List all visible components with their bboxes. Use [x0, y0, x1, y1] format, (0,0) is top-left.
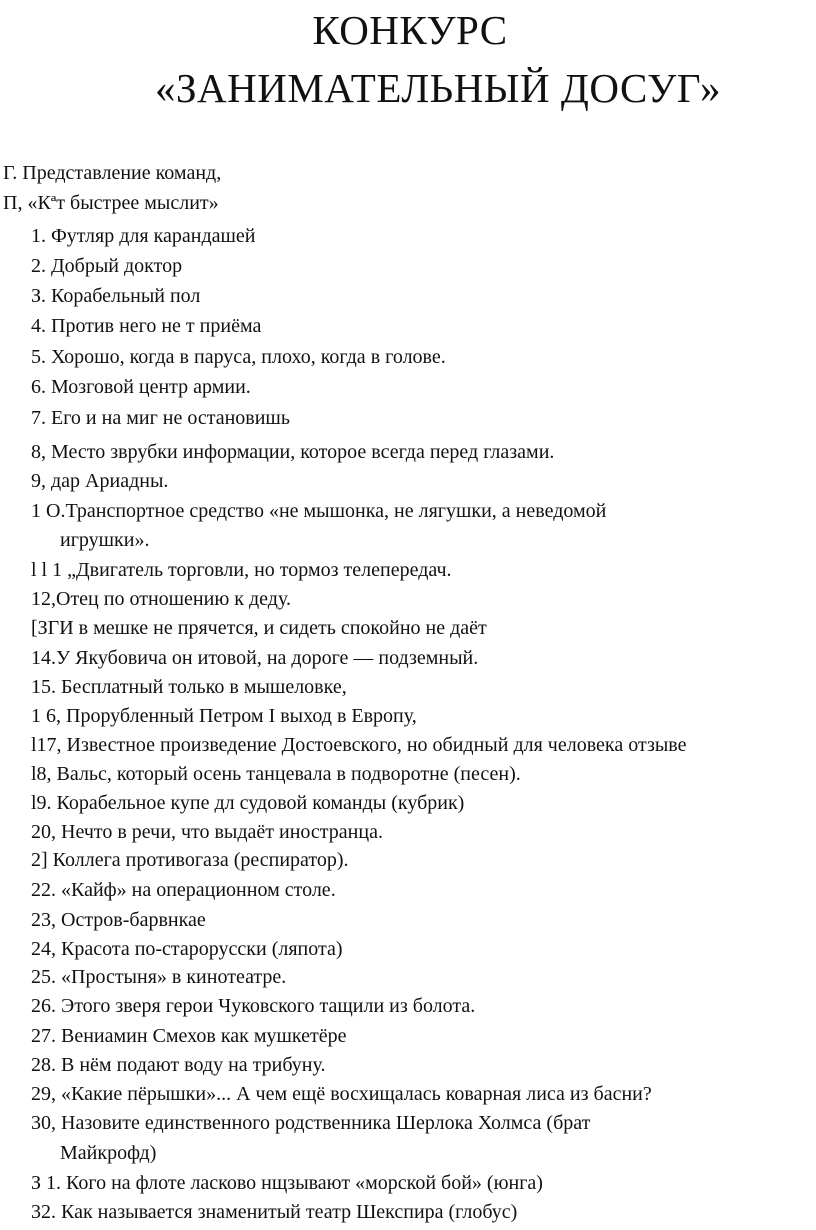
- question-22: 22. «Кайф» на операционном столе.: [31, 879, 336, 901]
- question-31: З 1. Кого на флоте ласково нщзывают «морской бой» (юнга): [31, 1172, 543, 1194]
- question-24: 24, Красота по-старорусски (ляпота): [31, 938, 343, 960]
- question-27: 27. Вениамин Смехов как мушкетёре: [31, 1025, 347, 1047]
- question-10-continued: игрушки».: [60, 529, 150, 551]
- question-21: 2] Коллега противогаза (респиратор).: [31, 849, 349, 871]
- question-2: 2. Добрый доктор: [31, 255, 183, 277]
- question-28: 28. В нём подают воду на трибуну.: [31, 1054, 326, 1076]
- question-13: [ЗГИ в мешке не прячется, и сидеть спокойно не даёт: [31, 617, 487, 639]
- question-9: 9, дар Ариадны.: [31, 470, 169, 492]
- question-32: 32. Как называется знаменитый театр Шекспира (глобус): [31, 1201, 518, 1223]
- text-line-quiz: П, «Кªт быстрее мыслит»: [3, 192, 219, 214]
- question-1: 1. Футляр для карандашей: [31, 225, 256, 247]
- question-14: 14.У Якубовича он итовой, на дороге — подземный.: [31, 647, 479, 669]
- text-line-teams: Г. Представление команд,: [3, 162, 222, 184]
- question-25: 25. «Простыня» в кинотеатре.: [31, 966, 287, 988]
- question-19: l9. Корабельное купе дл судовой команды (кубрик): [31, 792, 465, 814]
- question-8: 8, Место зврубки информации, которое всегда перед глазами.: [31, 441, 555, 463]
- question-30: 30, Назовите единственного родственника Шерлока Холмса (брат: [31, 1112, 591, 1134]
- question-16: 1 6, Прорубленный Петром I выход в Европу,: [31, 705, 417, 727]
- question-4: 4. Против него не т приёма: [31, 315, 262, 337]
- question-3: З. Корабельный пол: [31, 285, 201, 307]
- question-20: 20, Нечто в речи, что выдаёт иностранца.: [31, 821, 383, 843]
- question-7: 7. Его и на миг не остановишь: [31, 407, 290, 429]
- question-10: 1 О.Транспортное средство «не мышонка, не лягушки, а неведомой: [31, 500, 607, 522]
- question-6: 6. Мозговой центр армии.: [31, 376, 251, 398]
- question-29: 29, «Какие пёрышки»... А чем ещё восхищалась коварная лиса из басни?: [31, 1083, 652, 1105]
- question-17: l17, Известное произведение Достоевского, но обидный для человека отзыве: [31, 734, 687, 756]
- question-18: l8, Вальс, который осень танцевала в подворотне (песен).: [31, 763, 521, 785]
- question-12: 12,Отец по отношению к деду.: [31, 588, 291, 610]
- question-30-continued: Майкрофд): [60, 1142, 157, 1164]
- question-11: l l 1 „Двигатель торговли, но тормоз телепередач.: [31, 559, 452, 581]
- document-title-line-1: КОНКУРС: [312, 7, 508, 53]
- question-23: 23, Остров-барвнкае: [31, 909, 206, 931]
- question-15: 15. Бесплатный только в мышеловке,: [31, 676, 347, 698]
- question-26: 26. Этого зверя герои Чуковского тащили из болота.: [31, 995, 476, 1017]
- document-title-line-2: «ЗАНИМАТЕЛЬНЫЙ ДОСУГ»: [154, 65, 722, 111]
- question-5: 5. Хорошо, когда в паруса, плохо, когда в голове.: [31, 346, 446, 368]
